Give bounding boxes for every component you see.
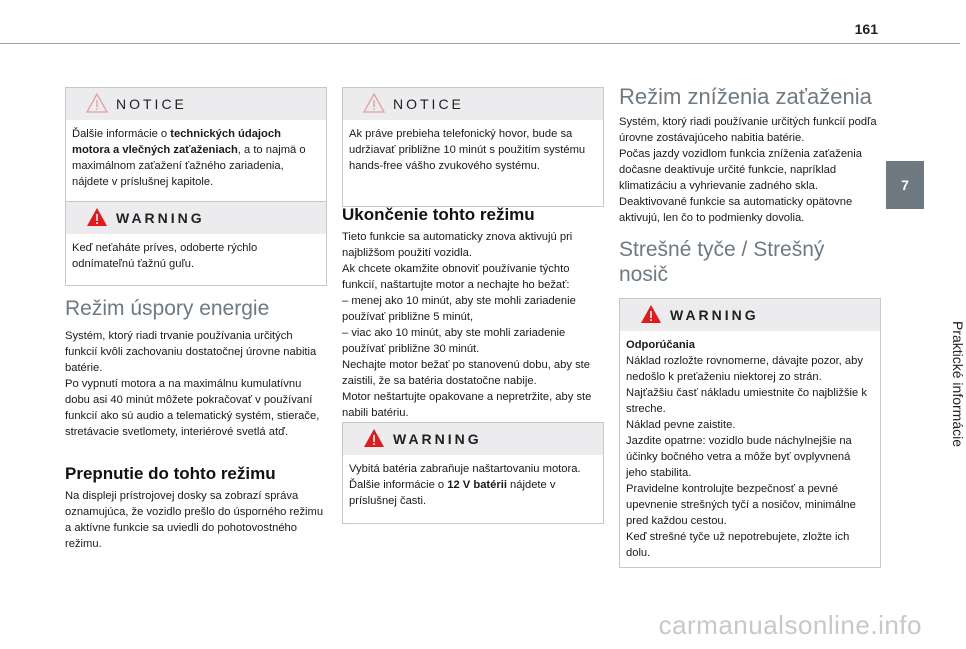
warning-body: Vybitá batéria zabraňuje naštartovaniu motora. Ďalšie informácie o 12 V batérii nájdete v príslušnej časti. [349, 463, 581, 507]
heading-end-mode: Ukončenie tohto režimu [342, 205, 535, 224]
warning-triangle-icon [640, 304, 662, 324]
warning-header [620, 299, 880, 331]
warning-box-battery [342, 422, 604, 524]
notice-label: NOTICE [393, 96, 464, 112]
list-item: – menej ako 10 minút, aby ste mohli zariadenie používať približne 5 minút, [342, 295, 576, 323]
warning-triangle-outline-icon [363, 93, 385, 113]
watermark: carmanualsonline.info [658, 610, 922, 640]
heading-energy-saving: Režim úspory energie [65, 297, 270, 320]
text-line: Tieto funkcie sa automaticky znova aktivujú pri najbližšom použití vozidla. [342, 231, 573, 259]
warning-header [66, 202, 326, 234]
notice-body: Ďalšie informácie o technických údajoch motora a vlečných zaťaženiach, a to najmä o maximálnom zaťažení ťažného zariadenia, nájdete v príslušnej kapitole. [72, 128, 306, 188]
warning-triangle-outline-icon [86, 93, 108, 113]
heading-load-reduction: Režim zníženia zaťaženia [619, 84, 872, 109]
page-number: 161 [854, 21, 878, 37]
text-line: Keď strešné tyče už nepotrebujete, zložte ich dolu. [626, 531, 850, 559]
warning-title: Odporúčania [626, 339, 695, 351]
warning-triangle-icon [86, 207, 108, 227]
paragraph-energy-2: Po vypnutí motora a na maximálnu kumulatívnu dobu asi 40 minút môžete pokračovať v používaní funkcií ako sú audio a telematický systém, stierače, stretávacie svetlomety, interiérové svetlá atď. [65, 378, 320, 438]
text-line: Pravidelne kontrolujte bezpečnosť a pevné upevnenie strešných tyčí a nosičov, minimálne pred každou cestou. [626, 483, 856, 527]
warning-body: Keď neťaháte príves, odoberte rýchlo odnímateľnú ťažnú guľu. [72, 242, 258, 270]
warning-triangle-icon [363, 428, 385, 448]
warning-box-tow [65, 201, 327, 286]
paragraph-switch-mode: Na displeji prístrojovej dosky sa zobrazí správa oznamujúca, že vozidlo prešlo do úsporného režimu a aktívne funkcie sa uviedli do pohotovostného režimu. [65, 490, 324, 550]
heading-roof-bars: Strešné tyče / Strešný nosič [619, 238, 825, 286]
chapter-title: Praktické informácie [950, 320, 966, 448]
text-line: Jazdite opatrne: vozidlo bude náchylnejšie na účinky bočného vetra a môže byť ovplyvnená jeho stabilita. [626, 435, 852, 479]
warning-label: WARNING [116, 210, 205, 226]
text-line: Deaktivované funkcie sa automaticky opätovne aktivujú, len čo to podmienky dovolia. [619, 196, 853, 224]
paragraph-load-reduction [619, 114, 881, 226]
warning-body [620, 331, 880, 567]
warning-header [343, 423, 603, 455]
text-line: Ak chcete okamžite obnoviť používanie týchto funkcií, naštartujte motor a nechajte ho bežať: [342, 263, 570, 291]
text-line: Počas jazdy vozidlom funkcia zníženia zaťaženia dočasne deaktivuje určité funkcie, napríklad klimatizáciu a vyhrievanie zadného skla. [619, 148, 862, 192]
warning-label: WARNING [393, 431, 482, 447]
paragraph-energy-1: Systém, ktorý riadi trvanie používania určitých funkcií kvôli zachovaniu dostatočnej úrovne nabitia batérie. [65, 330, 317, 374]
notice-body: Ak práve prebieha telefonický hovor, bude sa udržiavať približne 10 minút s použitím systému hands-free vášho zvukového systému. [349, 128, 586, 172]
notice-label: NOTICE [116, 96, 187, 112]
warning-label: WARNING [670, 307, 759, 323]
text-line: Náklad pevne zaistite. [626, 419, 736, 431]
top-rule [0, 43, 960, 44]
text-line: Nechajte motor bežať po stanovenú dobu, aby ste zaistili, že sa batéria dostatočne nabije. [342, 359, 590, 387]
notice-header [66, 88, 326, 120]
text-line: Systém, ktorý riadi používanie určitých funkcií podľa úrovne zostávajúceho nabitia batérie. [619, 116, 877, 144]
notice-box-phone [342, 87, 604, 207]
heading-switch-mode: Prepnutie do tohto režimu [65, 464, 276, 483]
text-line: Náklad rozložte rovnomerne, dávajte pozor, aby nedošlo k preťaženiu niektorej zo strán. [626, 355, 863, 383]
paragraph-end-mode [342, 229, 604, 421]
notice-box-tow [65, 87, 327, 207]
text-line: Motor neštartujte opakovane a nepretržite, aby ste nabili batériu. [342, 391, 592, 419]
warning-box-roof [619, 298, 881, 568]
list-item: – viac ako 10 minút, aby ste mohli zariadenie používať približne 30 minút. [342, 327, 566, 355]
text-line: Najťažšiu časť nákladu umiestnite čo najbližšie k streche. [626, 387, 867, 415]
notice-header [343, 88, 603, 120]
chapter-tab: 7 [886, 161, 924, 209]
